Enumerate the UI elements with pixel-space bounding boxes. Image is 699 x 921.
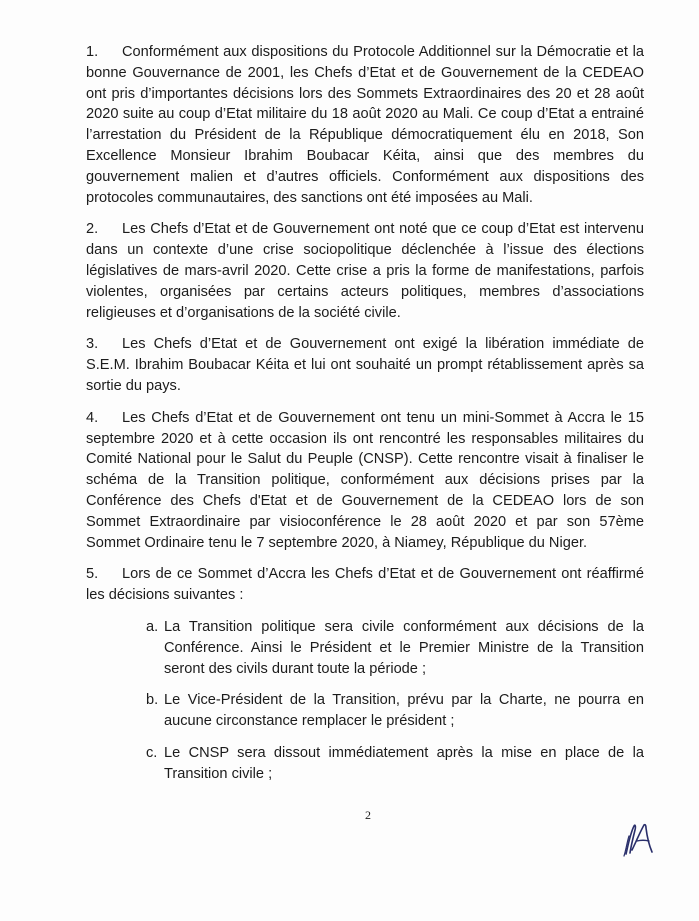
decision-text: Le Vice-Président de la Transition, prévu par la Charte, ne pourra en aucune circonstance remplacer le président ;: [164, 692, 644, 730]
paragraph-number: 1.: [86, 44, 99, 60]
decision-letter: a.: [146, 618, 159, 635]
document-body: [86, 42, 644, 796]
paragraph-text: Les Chefs d’Etat et de Gouvernement ont noté que ce coup d’Etat est intervenu dans un contexte d’une crise sociopolitique déclenchée à l’issue des élections législatives de mars-avril 2020. Cette crise a pris la forme de manifestations, parfois violentes, organisées par certains acteurs politiques, membres d’associations religieuses et d’organisations de la société civile.: [86, 221, 644, 321]
paragraph-text: Les Chefs d’Etat et de Gouvernement ont exigé la libération immédiate de S.E.M. Ibrahim Boubacar Kéita et lui ont souhaité un prompt rétablissement après sa sortie du pays.: [86, 336, 644, 394]
paragraph-2: [86, 219, 644, 323]
decision-item-a: [86, 617, 644, 679]
paragraph-1: [86, 42, 644, 208]
decision-text: La Transition politique sera civile conformément aux décisions de la Conférence. Ainsi le Président et le Premier Ministre de la Transition seront des civils durant toute la période ;: [164, 618, 644, 677]
paragraph-5: [86, 564, 644, 606]
paragraph-text: Conformément aux dispositions du Protocole Additionnel sur la Démocratie et la bonne Gouvernance de 2001, les Chefs d’Etat et de Gouvernement de la CEDEAO ont pris d’importantes décisions lors des Sommets Extraordinaires des 20 et 28 août 2020 suite au coup d’Etat militaire du 18 août 2020 au Mali. Ce coup d’Etat a entrainé l’arrestation du Président de la République démocratiquement élu en 2018, Son Excellence Monsieur Ibrahim Boubacar Kéita, ainsi que des membres du gouvernement malien et d’autres officiels. Conformément aux dispositions des protocoles communautaires, des sanctions ont été imposées au Mali.: [86, 44, 644, 206]
paragraph-text: Les Chefs d’Etat et de Gouvernement ont tenu un mini-Sommet à Accra le 15 septembre 2020 et à cette occasion ils ont rencontré les responsables militaires du Comité National pour le Salut du Peuple (CNSP). Cette rencontre visait à finaliser le schéma de la Transition politique, conformément aux décisions prises par la Conférence des Chefs d'Etat et de Gouvernement de la CEDEAO lors de son Sommet Extraordinaire par visioconférence le 28 août 2020 et par son 57ème Sommet Ordinaire tenu le 7 septembre 2020, à Niamey, République du Niger.: [86, 409, 644, 551]
page-number: 2: [365, 808, 371, 822]
paragraph-number: 5.: [86, 566, 99, 583]
signature-initials: [618, 820, 658, 860]
paragraph-number: 2.: [86, 221, 99, 238]
decision-item-c: [86, 743, 644, 785]
decisions-list: [86, 617, 644, 785]
paragraph-text: Lors de ce Sommet d’Accra les Chefs d’Etat et de Gouvernement ont réaffirmé les décisions suivantes :: [86, 566, 644, 604]
paragraph-number: 4.: [86, 409, 99, 426]
decision-letter: c.: [146, 744, 158, 761]
paragraph-number: 3.: [86, 336, 99, 353]
paragraph-3: [86, 334, 644, 396]
decision-item-b: [86, 690, 644, 732]
decision-letter: b.: [146, 692, 159, 709]
paragraph-4: [86, 408, 644, 554]
decision-text: Le CNSP sera dissout immédiatement après la mise en place de la Transition civile ;: [164, 744, 644, 782]
